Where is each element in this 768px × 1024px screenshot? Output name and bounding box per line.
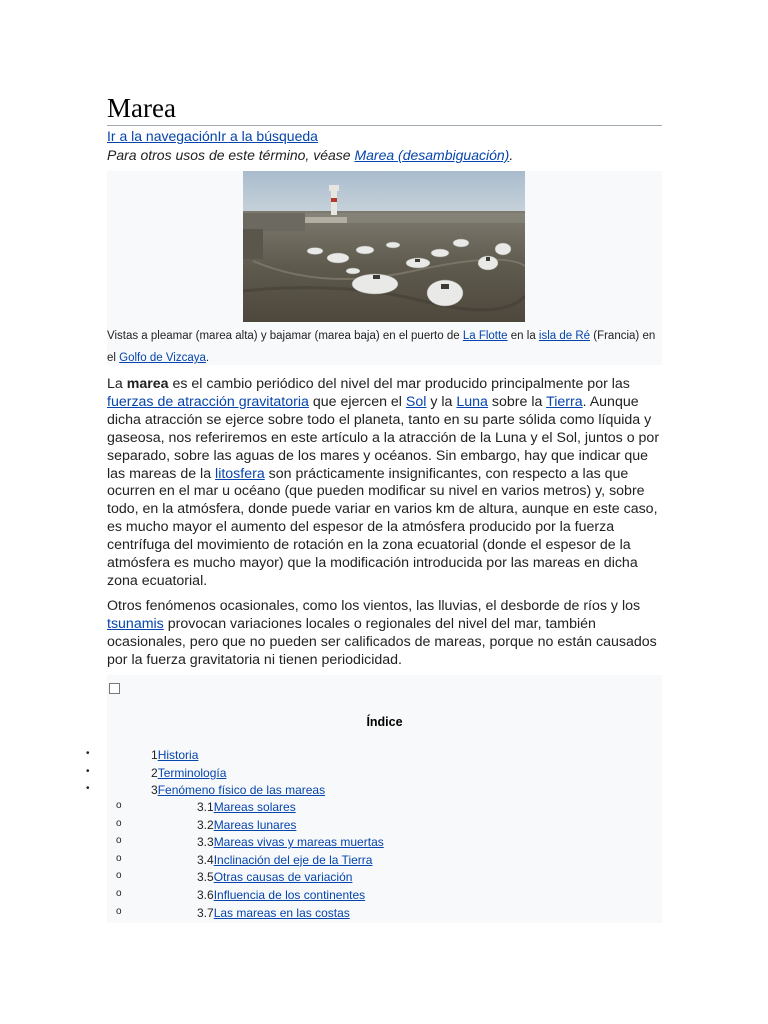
figure-caption xyxy=(107,325,662,369)
litosfera-link[interactable]: litosfera xyxy=(215,465,265,482)
toc-sub-item[interactable] xyxy=(197,799,296,815)
toc-link[interactable]: Terminología xyxy=(157,765,227,780)
toc-item[interactable] xyxy=(151,782,325,798)
toc-number: 3.3 xyxy=(197,835,214,850)
toc-sub-bullet: o xyxy=(116,905,122,917)
page-title: Marea xyxy=(107,92,662,126)
caption-text: (Francia) en el xyxy=(107,330,656,364)
toc-toggle-checkbox[interactable] xyxy=(109,683,120,694)
fuerzas-gravitatoria-link[interactable]: fuerzas de atracción gravitatoria xyxy=(107,393,309,410)
paragraph-text: es el cambio periódico del nivel del mar producido principalmente por las xyxy=(168,376,630,392)
hatnote xyxy=(107,146,513,164)
hatnote-text: Para otros usos de este término, véase xyxy=(107,147,355,163)
toc-sub-item[interactable] xyxy=(197,834,384,850)
toc-sub-bullet: o xyxy=(116,800,122,811)
toc-sub-link[interactable]: Mareas vivas y mareas muertas xyxy=(213,835,384,850)
toc-bullet: • xyxy=(86,748,90,759)
toc-sub-link[interactable]: Otras causas de variación xyxy=(213,870,353,885)
toc-number: 3.5 xyxy=(197,870,214,885)
paragraph-text: Otros fenómenos ocasionales, como los vientos, las lluvias, el desborde de ríos y los xyxy=(107,598,641,614)
toc-bullet: • xyxy=(86,783,90,794)
tierra-link[interactable]: Tierra xyxy=(546,393,583,410)
la-flotte-link[interactable]: La Flotte xyxy=(462,330,508,342)
toc-number: 3.4 xyxy=(197,852,214,867)
toc-sub-link[interactable]: Influencia de los continentes xyxy=(213,888,366,902)
toc-sub-item[interactable] xyxy=(197,817,296,833)
toc-sub-link[interactable]: Inclinación del eje de la Tierra xyxy=(213,852,373,867)
jump-to-navigation-link[interactable]: Ir a la navegación xyxy=(107,128,218,144)
toc-sub-link[interactable]: Mareas lunares xyxy=(213,817,297,832)
toc-sub-bullet: o xyxy=(116,817,122,829)
toc-number: 3.1 xyxy=(197,800,214,814)
toc-number: 3.6 xyxy=(197,888,214,902)
harbor-photo-image xyxy=(243,171,525,322)
caption-text: . xyxy=(205,352,210,364)
caption-text: Vistas a pleamar (marea alta) y bajamar (marea baja) en el puerto de xyxy=(107,330,463,342)
paragraph-text: son prácticamente insignificantes, con respecto a las que ocurren en el mar u océano (que pueden modificar su nivel en varios metros) y, sobre todo, en la atmósfera, donde puede variar en varios km de altura, aunque en este caso, es mucho mayor el aumento del espesor de la atmósfera producido por la fuerza centrífuga del movimiento de rotación en la zona ecuatorial (donde el espesor de la atmósfera es mucho mayor) que la modificación introducida por las mareas en dicha zona ecuatorial. xyxy=(107,465,658,589)
toc-item[interactable] xyxy=(151,747,198,763)
toc-number: 3.2 xyxy=(197,817,214,832)
bold-term: marea xyxy=(126,376,169,392)
figure xyxy=(107,171,662,365)
golfo-de-vizcaya-link[interactable]: Golfo de Vizcaya xyxy=(119,352,206,364)
harbor-photo[interactable] xyxy=(243,171,525,322)
tsunamis-link[interactable]: tsunamis xyxy=(107,615,164,632)
luna-link[interactable]: Luna xyxy=(456,393,488,410)
isla-de-re-link[interactable]: isla de Ré xyxy=(538,330,591,342)
toc-title: Índice xyxy=(366,715,403,729)
disambiguation-link[interactable]: Marea (desambiguación) xyxy=(354,147,510,163)
toc-sub-item[interactable] xyxy=(197,852,372,868)
toc-sub-item[interactable] xyxy=(197,905,350,921)
paragraph-text: . Aunque dicha atracción se ejerce sobre todo el planeta, tanto en su parte sólida como líquida y gaseosa, nos referiremos en este artículo a la atracción de la Luna y el Sol, juntos o por separado, sobre las aguas de los mares y océanos. Sin embargo, hay que indicar que las mareas de la xyxy=(107,393,660,482)
toc-link[interactable]: Fenómeno físico de las mareas xyxy=(157,783,326,797)
jump-links xyxy=(107,127,318,145)
toc-sub-item[interactable] xyxy=(197,887,365,903)
sol-link[interactable]: Sol xyxy=(405,393,427,410)
paragraph-text: y la xyxy=(426,393,457,410)
second-paragraph xyxy=(107,598,662,670)
toc-number: 3.7 xyxy=(197,905,214,920)
toc-number: 2 xyxy=(151,765,158,780)
paragraph-text: La xyxy=(107,376,127,392)
toc-number: 1 xyxy=(151,748,158,762)
jump-to-search-link[interactable]: Ir a la búsqueda xyxy=(217,128,318,144)
toc-sub-bullet: o xyxy=(116,835,122,847)
toc-link[interactable]: Historia xyxy=(157,748,199,762)
paragraph-text: que ejercen el xyxy=(308,393,406,410)
paragraph-text: sobre la xyxy=(487,393,547,410)
toc-sub-link[interactable]: Mareas solares xyxy=(213,800,296,814)
toc-bullet: • xyxy=(86,765,90,777)
intro-paragraph xyxy=(107,376,662,591)
hatnote-period: . xyxy=(509,147,514,163)
table-of-contents xyxy=(107,675,662,923)
toc-sub-bullet: o xyxy=(116,852,122,864)
toc-sub-link[interactable]: Las mareas en las costas xyxy=(213,905,350,920)
paragraph-text: provocan variaciones locales o regionales del nivel del mar, también ocasionales, pero que no pueden ser calificados de mareas, porque no están causados por la fuerza gravitatoria ni tienen periodicidad. xyxy=(107,615,657,668)
toc-item[interactable] xyxy=(151,765,226,781)
toc-sub-bullet: o xyxy=(116,888,122,899)
toc-sub-item[interactable] xyxy=(197,869,352,885)
toc-number: 3 xyxy=(151,783,158,797)
toc-sub-bullet: o xyxy=(116,870,122,882)
caption-text: en la xyxy=(507,330,539,342)
